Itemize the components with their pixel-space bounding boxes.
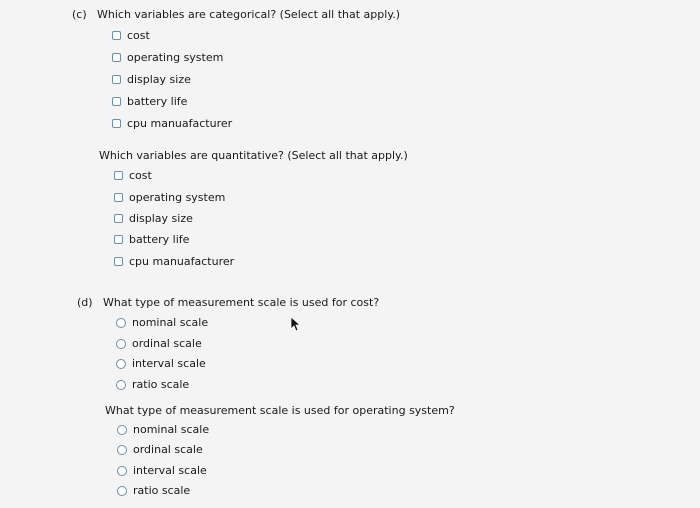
radio-button[interactable] <box>116 359 126 369</box>
quantitative-option-battery-life[interactable] <box>114 233 189 246</box>
checkbox[interactable] <box>114 257 123 266</box>
quantitative-option-display-size[interactable] <box>114 212 193 225</box>
categorical-option-cpu-manufacturer[interactable] <box>112 117 232 130</box>
checkbox[interactable] <box>112 31 121 40</box>
categorical-option-cost[interactable] <box>112 29 150 42</box>
option-label: operating system <box>127 51 224 64</box>
radio-button[interactable] <box>117 486 127 496</box>
radio-button[interactable] <box>117 445 127 455</box>
option-label: cpu manuafacturer <box>129 255 235 268</box>
checkbox[interactable] <box>114 193 123 202</box>
option-label: display size <box>129 212 193 225</box>
checkbox[interactable] <box>112 53 121 62</box>
option-label: interval scale <box>133 464 207 477</box>
option-label: ordinal scale <box>132 337 202 350</box>
option-label: battery life <box>127 95 188 108</box>
radio-button[interactable] <box>116 380 126 390</box>
question-os-scale: What type of measurement scale is used for operating system? <box>105 404 455 417</box>
os-option-interval[interactable] <box>117 464 207 477</box>
option-label: ratio scale <box>133 484 191 497</box>
checkbox[interactable] <box>112 97 121 106</box>
categorical-option-display-size[interactable] <box>112 73 191 86</box>
cost-option-nominal[interactable] <box>116 316 208 329</box>
option-label: cost <box>129 169 152 182</box>
question-quantitative: Which variables are quantitative? (Select all that apply.) <box>99 149 408 162</box>
option-label: cost <box>127 29 150 42</box>
cost-option-interval[interactable] <box>116 357 206 370</box>
option-label: battery life <box>129 233 190 246</box>
option-label: nominal scale <box>132 316 209 329</box>
checkbox[interactable] <box>114 235 123 244</box>
option-label: ratio scale <box>132 378 190 391</box>
checkbox[interactable] <box>114 214 123 223</box>
quantitative-option-operating-system[interactable] <box>114 191 225 204</box>
checkbox[interactable] <box>114 171 123 180</box>
os-option-nominal[interactable] <box>117 423 209 436</box>
part-c-label: (c) <box>72 8 87 21</box>
question-categorical: Which variables are categorical? (Select all that apply.) <box>97 8 401 21</box>
part-d-label: (d) <box>77 296 93 309</box>
option-label: ordinal scale <box>133 443 203 456</box>
option-label: cpu manuafacturer <box>127 117 233 130</box>
checkbox[interactable] <box>112 119 121 128</box>
os-option-ratio[interactable] <box>117 484 190 497</box>
radio-button[interactable] <box>116 339 126 349</box>
cost-option-ratio[interactable] <box>116 378 189 391</box>
categorical-option-battery-life[interactable] <box>112 95 187 108</box>
option-label: display size <box>127 73 191 86</box>
mouse-cursor-icon <box>290 316 302 332</box>
os-option-ordinal[interactable] <box>117 443 203 456</box>
radio-button[interactable] <box>116 318 126 328</box>
categorical-option-operating-system[interactable] <box>112 51 223 64</box>
cost-option-ordinal[interactable] <box>116 337 202 350</box>
checkbox[interactable] <box>112 75 121 84</box>
quantitative-option-cpu-manufacturer[interactable] <box>114 255 234 268</box>
question-cost-scale: What type of measurement scale is used for cost? <box>103 296 380 309</box>
option-label: nominal scale <box>133 423 210 436</box>
quantitative-option-cost[interactable] <box>114 169 152 182</box>
radio-button[interactable] <box>117 466 127 476</box>
option-label: interval scale <box>132 357 206 370</box>
radio-button[interactable] <box>117 425 127 435</box>
option-label: operating system <box>129 191 226 204</box>
